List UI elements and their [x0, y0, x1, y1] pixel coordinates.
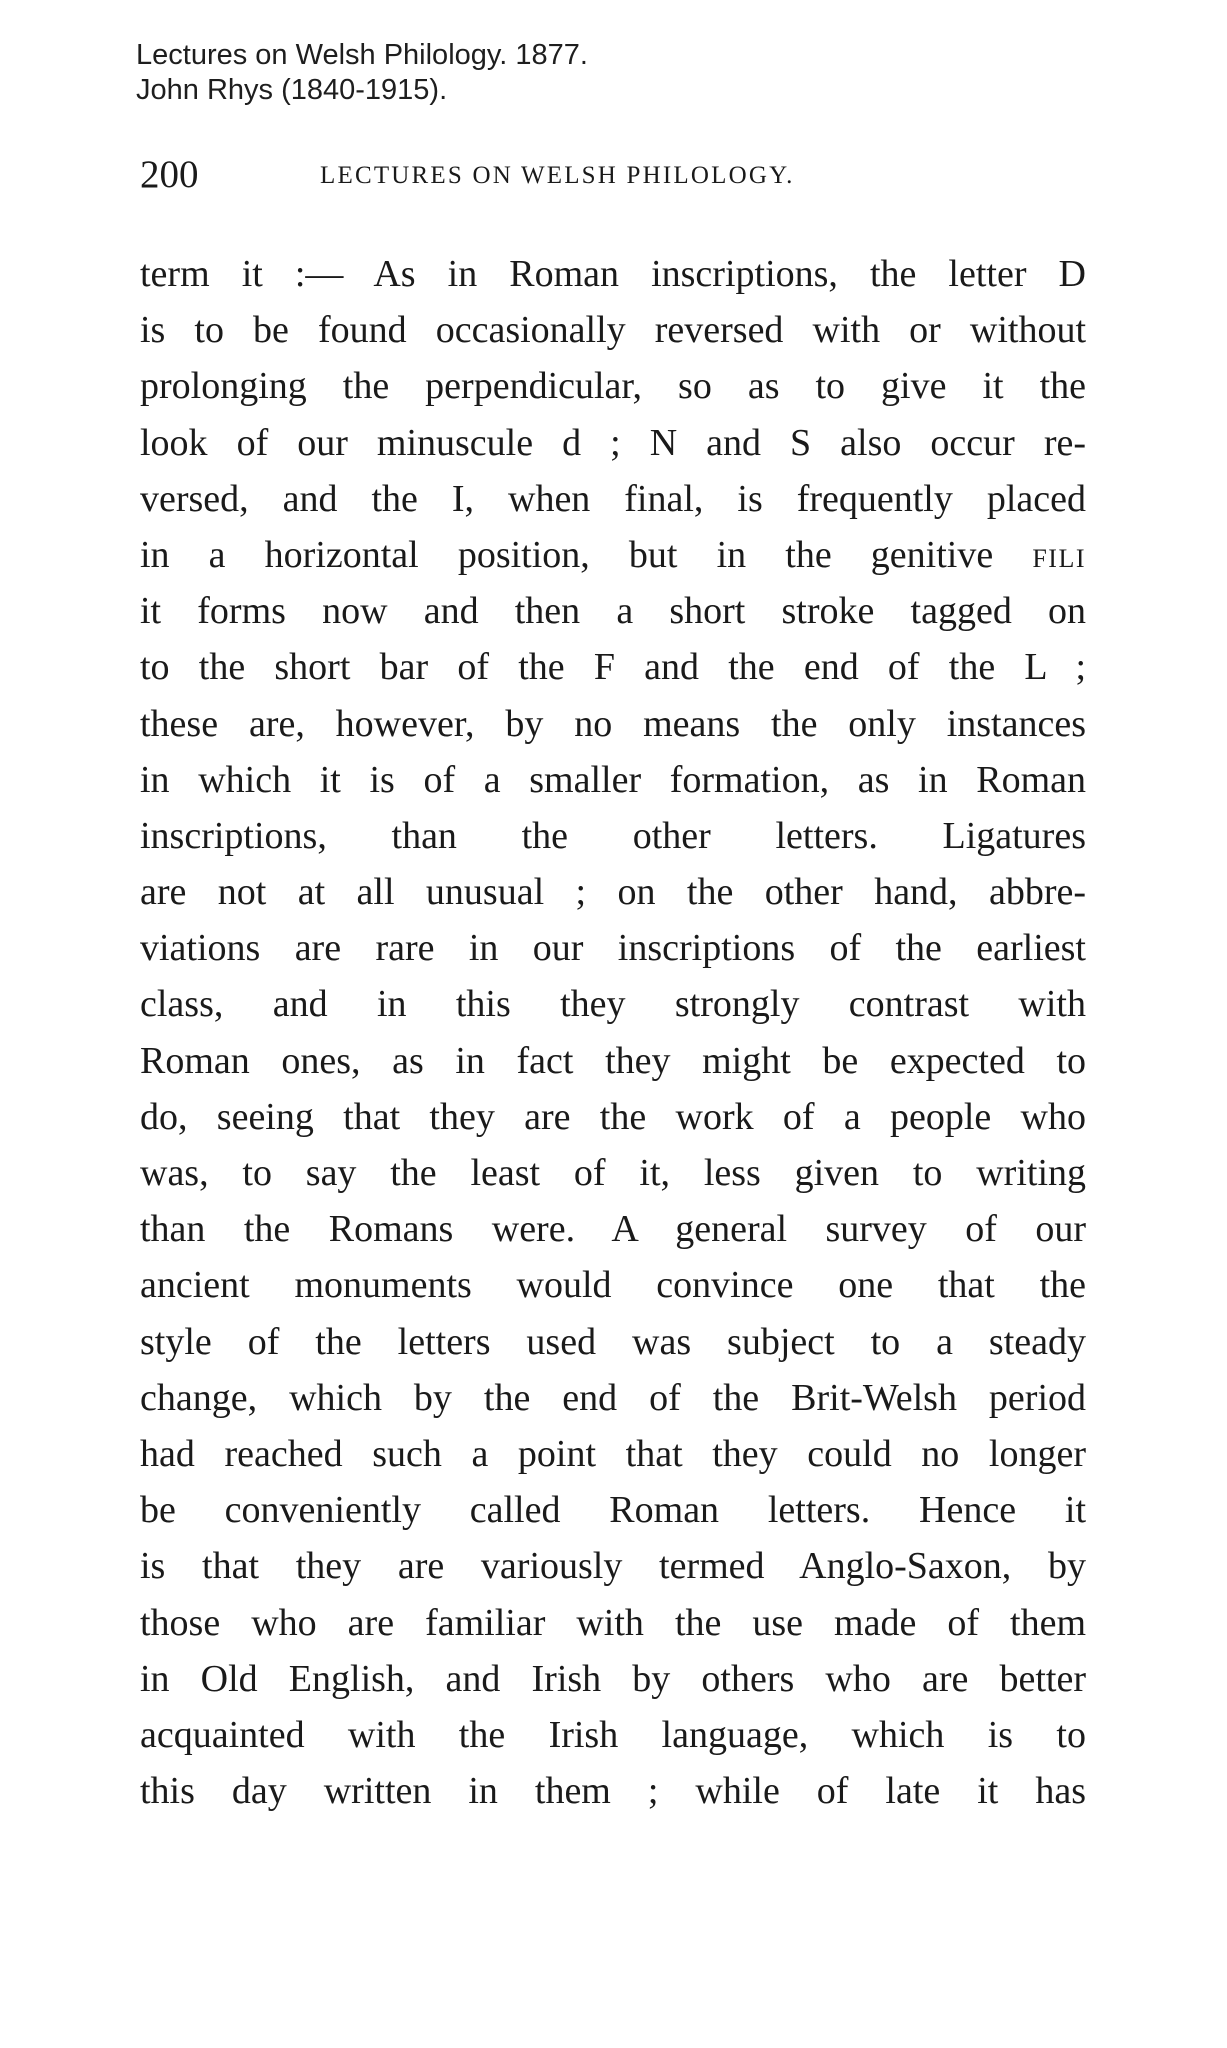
text-line: be conveniently called Roman letters. Hence it	[140, 1489, 1086, 1532]
text-line: these are, however, by no means the only instances	[140, 702, 1086, 745]
text-line: in Old English, and Irish by others who are better	[140, 1657, 1086, 1700]
text-line: do, seeing that they are the work of a people who	[140, 1095, 1086, 1138]
text-line: term it :— As in Roman inscriptions, the letter D	[140, 253, 1086, 295]
text-line: is to be found occasionally reversed with or without	[140, 309, 1086, 352]
text-line: this day written in them ; while of late it has	[140, 1770, 1086, 1813]
text-line: versed, and the I, when final, is frequently placed	[140, 477, 1086, 520]
running-title: LECTURES ON WELSH PHILOLOGY.	[320, 162, 795, 189]
text-line: style of the letters used was subject to a steady	[140, 1320, 1086, 1363]
source-author-line: John Rhys (1840-1915).	[136, 74, 448, 106]
text-line: Roman ones, as in fact they might be expected to	[140, 1039, 1086, 1082]
text-line: to the short bar of the F and the end of the L ;	[140, 646, 1086, 689]
text-line: acquainted with the Irish language, which is to	[140, 1713, 1086, 1756]
text-line: in which it is of a smaller formation, as in Roman	[140, 758, 1086, 801]
text-line: is that they are variously termed Anglo-Saxon, by	[140, 1545, 1086, 1588]
text-line: those who are familiar with the use made of them	[140, 1601, 1086, 1644]
small-caps-word: FILI	[1032, 543, 1087, 573]
text-line: viations are rare in our inscriptions of the earliest	[140, 927, 1086, 970]
text-line: had reached such a point that they could no longer	[140, 1432, 1086, 1475]
text-line: inscriptions, than the other letters. Ligatures	[140, 814, 1086, 857]
source-note	[136, 38, 588, 108]
text-line-content: in a horizontal position, but in the genitive	[140, 533, 994, 576]
text-line: change, which by the end of the Brit-Welsh period	[140, 1376, 1086, 1419]
body-text	[140, 246, 1086, 1819]
text-line: was, to say the least of it, less given to writing	[140, 1152, 1086, 1194]
text-line: than the Romans were. A general survey of our	[140, 1208, 1086, 1251]
source-title-line: Lectures on Welsh Philology. 1877.	[136, 39, 588, 71]
page-number: 200	[140, 153, 199, 196]
text-line: ancient monuments would convince one that the	[140, 1264, 1086, 1307]
running-head	[140, 150, 1100, 200]
text-line: look of our minuscule d ; N and S also occur re-	[140, 421, 1086, 464]
text-line: class, and in this they strongly contrast with	[140, 983, 1086, 1026]
text-line: it forms now and then a short stroke tagged on	[140, 590, 1086, 633]
text-line	[140, 527, 1086, 583]
text-line: are not at all unusual ; on the other hand, abbre-	[140, 871, 1086, 914]
text-line: prolonging the perpendicular, so as to give it the	[140, 365, 1086, 408]
